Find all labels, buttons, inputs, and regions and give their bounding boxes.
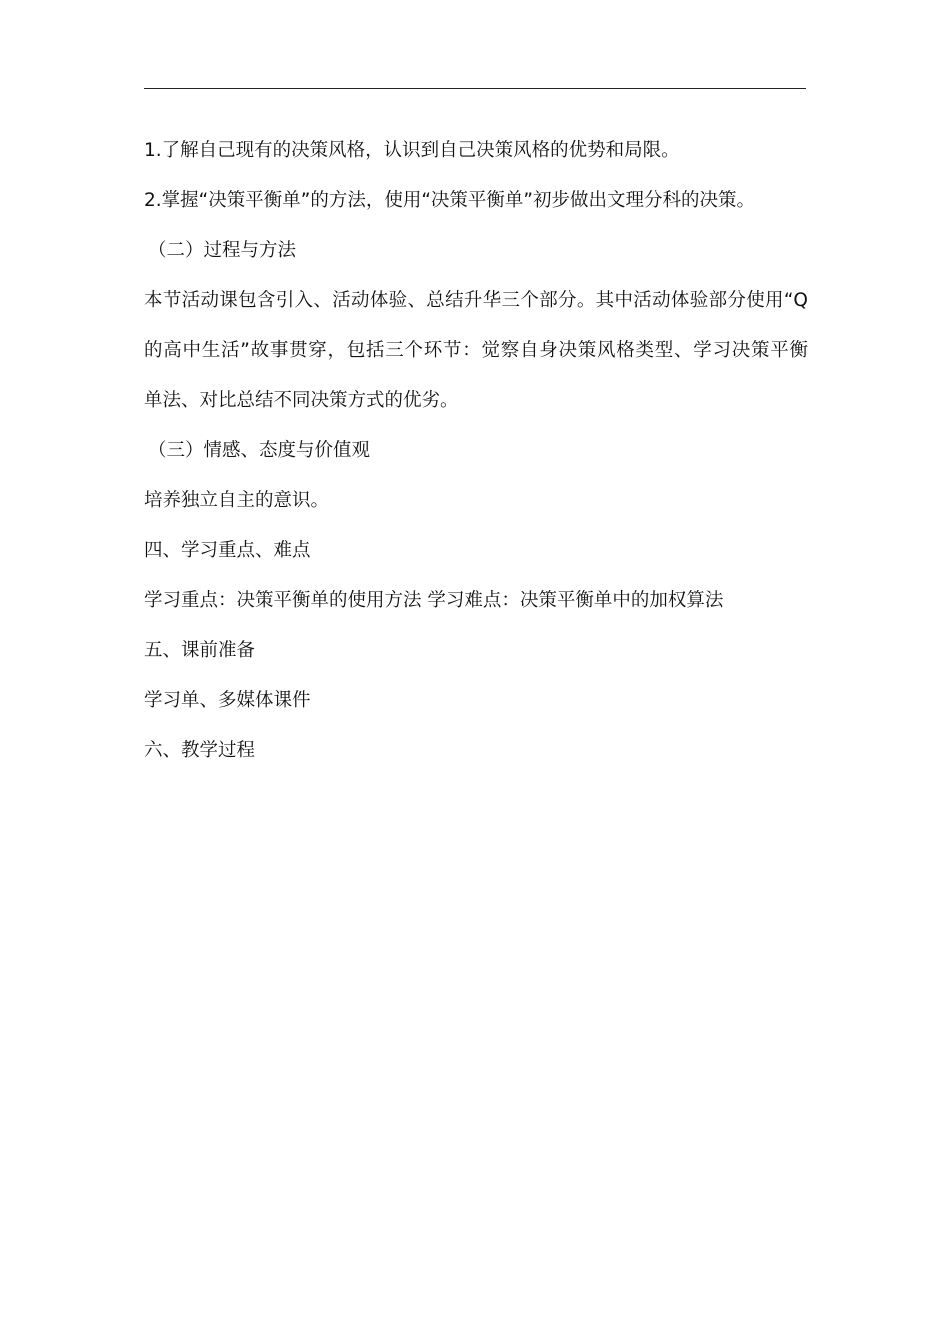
section-heading-key-points: 四、学习重点、难点: [144, 540, 311, 561]
preparation-text: 学习单、多媒体课件: [144, 690, 311, 711]
emotion-values-text: 培养独立自主的意识。: [144, 490, 330, 511]
key-points-text: 学习重点：决策平衡单的使用方法 学习难点：决策平衡单中的加权算法: [144, 590, 724, 611]
header-rule: [144, 88, 806, 89]
paragraph-row: 单法、对比总结不同决策方式的优劣。: [144, 390, 459, 411]
section-heading-teaching-process: 六、教学过程: [144, 740, 256, 761]
objective-1: 1.了解自己现有的决策风格，认识到自己决策风格的优势和局限。: [144, 140, 680, 161]
section-heading-preparation: 五、课前准备: [144, 640, 256, 661]
section-heading-process-methods: （二）过程与方法: [148, 240, 297, 261]
paragraph-row: 的高中生活”故事贯穿，包括三个环节：觉察自身决策风格类型、学习决策平衡: [144, 340, 808, 361]
paragraph-row: 本节活动课包含引入、活动体验、总结升华三个部分。其中活动体验部分使用“Q: [144, 290, 808, 311]
section-heading-emotion-values: （三）情感、态度与价值观: [148, 440, 371, 461]
objective-2: 2.掌握“决策平衡单”的方法，使用“决策平衡单”初步做出文理分科的决策。: [144, 190, 755, 211]
process-paragraph: [144, 276, 808, 426]
document-body: [144, 126, 808, 776]
